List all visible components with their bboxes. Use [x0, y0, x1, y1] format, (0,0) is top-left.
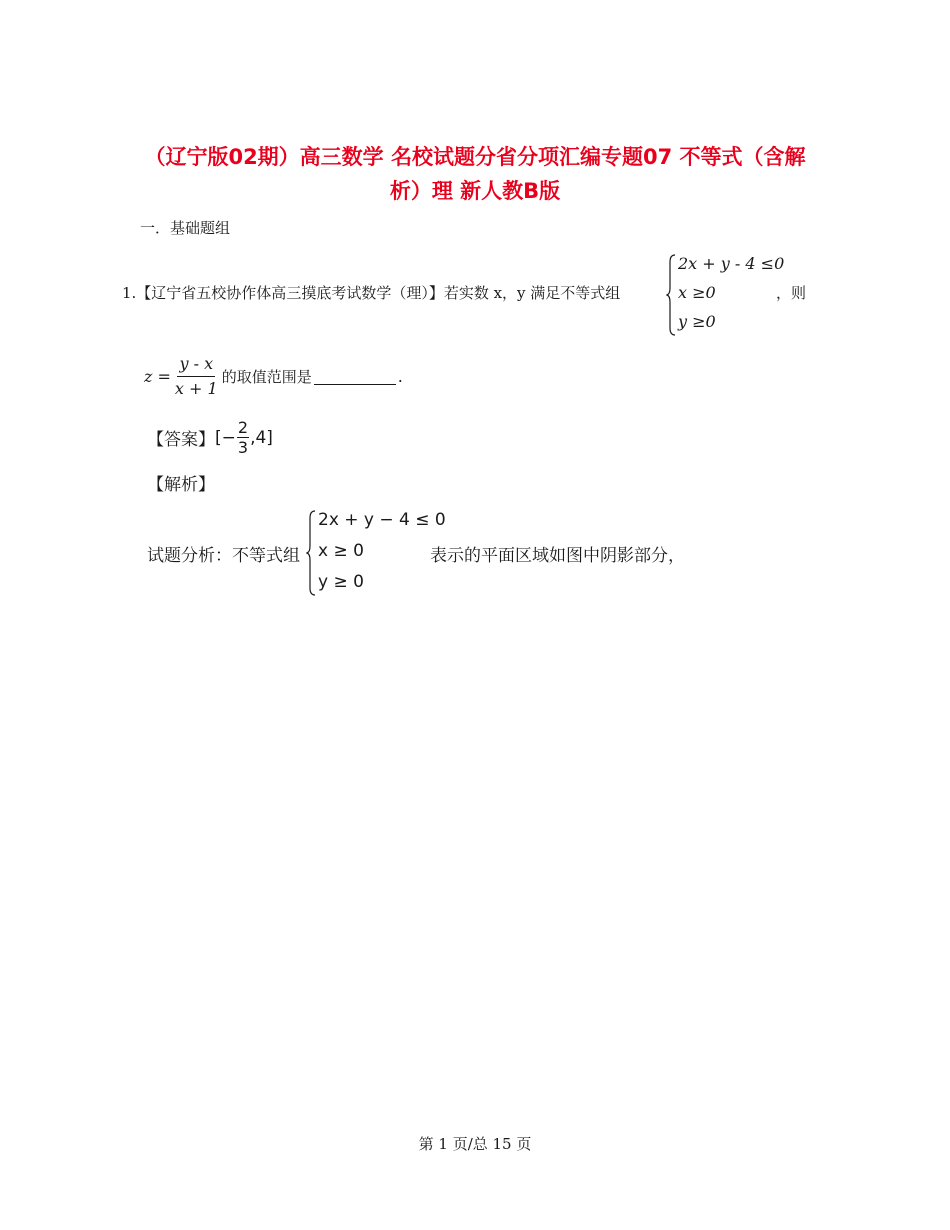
range-question: 的取值范围是 [221, 368, 312, 386]
z-fraction [175, 354, 218, 399]
inequality-row: 2x + y - 4 ≤0 [678, 254, 785, 273]
question-suffix: ，则 [776, 284, 807, 302]
answer-label: 【答案】 [147, 430, 215, 450]
answer-numerator: 2 [237, 418, 249, 437]
answer-denominator: 3 [237, 438, 249, 457]
z-lhs: z = [144, 367, 171, 386]
analysis-label: 【解析】 [147, 475, 215, 495]
z-denominator: x + 1 [174, 379, 218, 398]
page-footer: 第 1 页/总 15 页 [418, 1135, 532, 1153]
inequality-row: x ≥ 0 [318, 541, 364, 561]
explanation-inequality-system [306, 506, 446, 598]
inequality-row: y ≥ 0 [318, 572, 364, 592]
z-numerator: y - x [177, 354, 215, 377]
period: . [397, 367, 403, 386]
brace-icon [666, 254, 676, 336]
inequality-row: 2x + y − 4 ≤ 0 [318, 510, 446, 530]
answer-fraction [237, 418, 249, 457]
document-title-line-2: 析）理 新人教B版 [389, 179, 561, 203]
objective-expression [144, 354, 403, 399]
explanation-suffix: 表示的平面区域如图中阴影部分， [430, 546, 685, 566]
document-title-line-1: （辽宁版02期）高三数学 名校试题分省分项汇编专题07 不等式（含解 [144, 145, 806, 169]
answer-line [147, 418, 273, 457]
inequality-row: y ≥0 [678, 312, 716, 331]
answer-open: [− [215, 427, 236, 448]
answer-blank [314, 368, 396, 385]
brace-icon [306, 510, 316, 596]
answer-close: ,4] [250, 427, 273, 448]
inequality-row: x ≥0 [678, 283, 716, 302]
question-text: 1.【辽宁省五校协作体高三摸底考试数学（理）】若实数 x，y 满足不等式组 [122, 284, 621, 302]
explanation-prefix: 试题分析：不等式组 [147, 546, 300, 566]
section-heading: 一．基础题组 [140, 219, 231, 237]
